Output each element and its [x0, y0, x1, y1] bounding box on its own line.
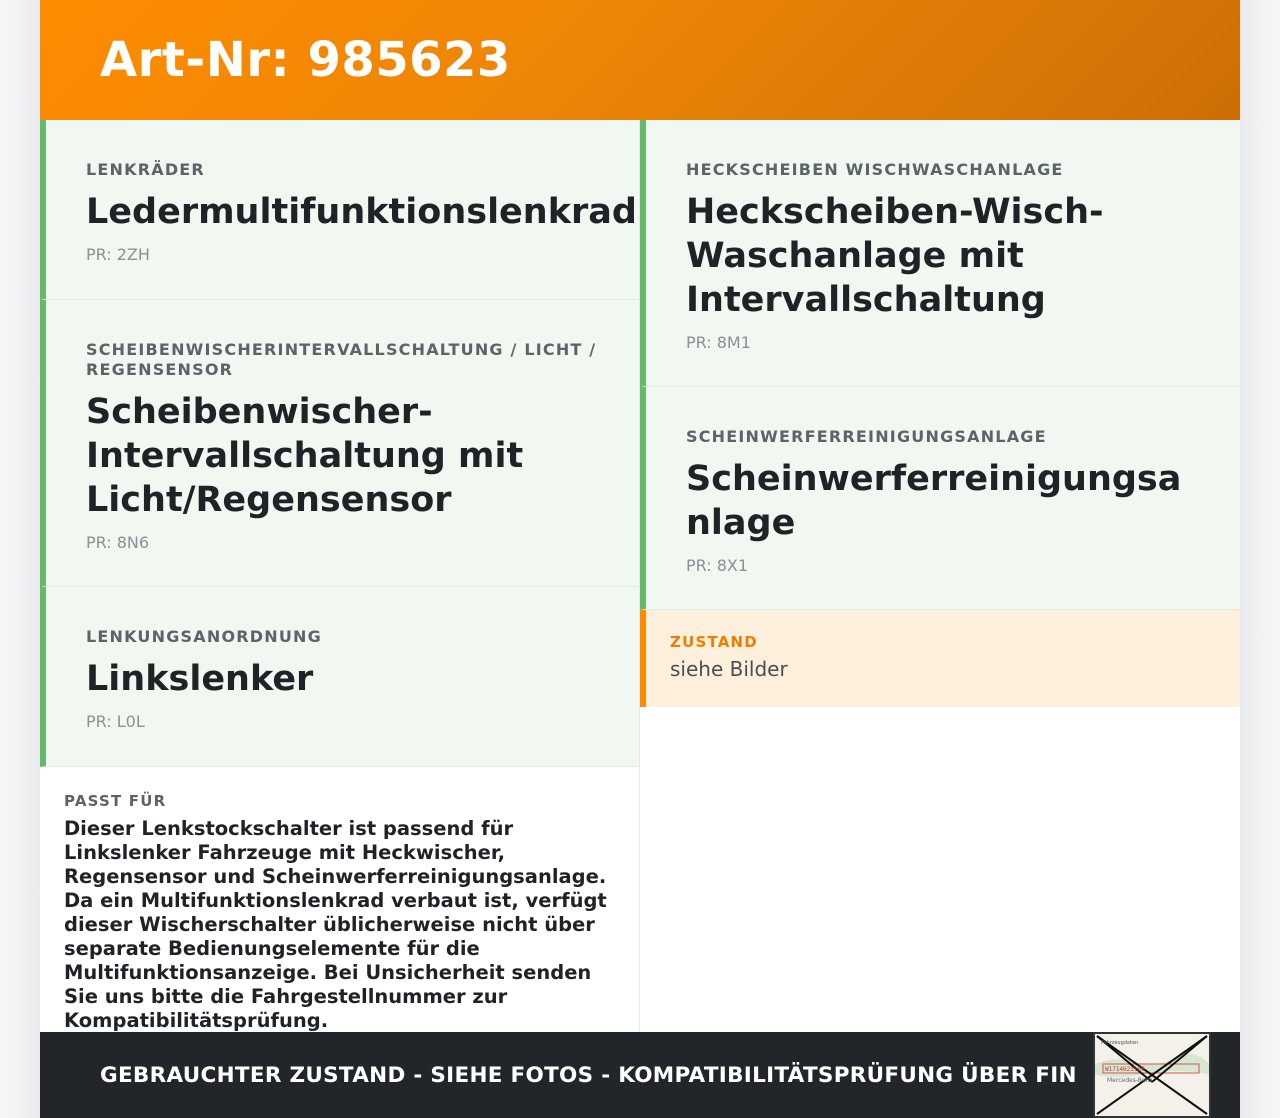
feature-category: SCHEINWERFERREINIGUNGSANLAGE [686, 427, 1047, 446]
feature-category: HECKSCHEIBEN WISCHWASCHANLAGE [686, 160, 1064, 179]
thumb-label-top: Fahrzeugdaten [1101, 1040, 1139, 1046]
condition-box [640, 610, 1240, 707]
page-shadow-right [1240, 0, 1280, 1118]
thumb-brand: Mercedes-Benz [1107, 1077, 1153, 1084]
feature-pr-code: PR: L0L [86, 712, 145, 731]
thumb-vin: W1714623156 [1105, 1066, 1145, 1073]
feature-category: LENKUNGSANORDNUNG [86, 627, 322, 646]
article-number-title: Art-Nr: 985623 [100, 32, 511, 88]
compatibility-section [40, 767, 639, 1033]
feature-card [640, 120, 1240, 387]
feature-card [40, 120, 639, 300]
header [40, 0, 1240, 120]
feature-title: Heckscheiben-Wisch-Waschanlage mit Intervallschaltung [686, 192, 1104, 320]
compatibility-text: Dieser Lenkstockschalter ist passend für Linkslenker Fahrzeuge mit Heckwischer, Regensensor und Scheinwerferreinigungsanlage. Da ein Multifunktionslenkrad verbaut ist, verfügt dieser Wischerschalter üblicherweise nicht über separate Bedienungselemente für die Multifunktionsanzeige. Bei Unsicherheit senden Sie uns bitte die Fahrgestellnummer zur Kompatibilitätsprüfung. [64, 817, 607, 1032]
feature-category: LENKRÄDER [86, 160, 205, 179]
feature-title: Ledermultifunktionslenkrad [86, 192, 637, 232]
condition-value: siehe Bilder [670, 657, 788, 681]
feature-card [40, 587, 639, 767]
feature-title: Scheinwerferreinigungsanlage [686, 459, 1182, 543]
feature-card [640, 387, 1240, 610]
footer-text: GEBRAUCHTER ZUSTAND - SIEHE FOTOS - KOMPATIBILITÄTSPRÜFUNG ÜBER FIN [100, 1062, 1077, 1088]
product-sheet [40, 0, 1240, 1118]
feature-title: Linkslenker [86, 659, 314, 699]
feature-pr-code: PR: 8X1 [686, 556, 749, 575]
feature-category: SCHEIBENWISCHERINTERVALLSCHALTUNG / LICHT / REGENSENSOR [86, 340, 597, 379]
condition-label: ZUSTAND [670, 633, 758, 651]
page-shadow-left [0, 0, 40, 1118]
vehicle-document-thumbnail-icon[interactable] [1093, 1032, 1211, 1118]
thumbnail-graphic [1095, 1034, 1209, 1116]
feature-pr-code: PR: 2ZH [86, 245, 150, 264]
feature-pr-code: PR: 8N6 [86, 533, 150, 552]
left-column [40, 120, 640, 1032]
footer-bar [40, 1032, 1240, 1118]
feature-grid [40, 120, 1240, 1032]
feature-card [40, 300, 639, 587]
compatibility-label: PASST FÜR [64, 792, 167, 810]
feature-pr-code: PR: 8M1 [686, 333, 751, 352]
right-column [640, 120, 1240, 1032]
feature-title: Scheibenwischer-Intervallschaltung mit Licht/Regensensor [86, 392, 524, 520]
